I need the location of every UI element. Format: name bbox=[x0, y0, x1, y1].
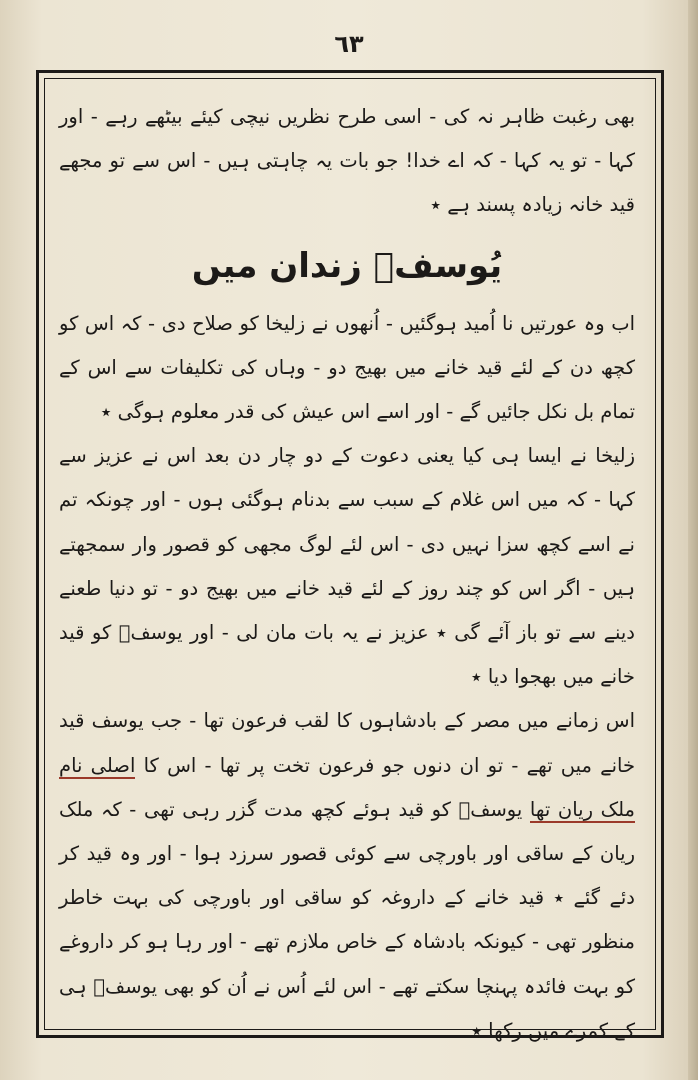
paragraph-4-start: اس زمانے میں مصر کے بادشاہوں کا لقب فرعون تھا - جب یوسف قید خانے میں تھے - تو ان دنوں جو فرعون تخت پر تھا - اس کا bbox=[59, 709, 635, 777]
paragraph-4-end: یوسفؑ کو قید ہوئے کچھ مدت گزر رہی تھی - کہ ملک ریان کے ساقی اور باورچی سے کوئی قصور سرزد ہوا - اور وہ قید کر دئے گئے ٭ قید خانے کے داروغہ کو ساقی اور باورچی کی بہت خاطر منظور تھی - کیونکہ بادشاہ کے خاص ملازم تھے - اور رہا ہو کر داروغے کو بہت فائدہ پہنچا سکتے تھے - اس لئے اُس نے اُن کو بھی یوسفؑ ہی کے کمرے میں رکھا ٭ bbox=[59, 797, 635, 1042]
paragraph-3: زلیخا نے ایسا ہی کیا یعنی دعوت کے دو چار دن بعد اس نے عزیز سے کہا - کہ میں اس غلام کے سبب سے بدنام ہوگئی ہوں - اور چونکہ تم نے اسے کچھ سزا نہیں دی - اس لئے لوگ مجھی کو قصور وار سمجھتے ہیں - اگر اس کو چند روز کے لئے قید خانے میں بھیج دو - تو دنیا طعنے دینے سے تو باز آئے گی ٭ عزیز نے یہ بات مان لی - اور یوسفؑ کو قید خانے میں بھجوا دیا ٭ bbox=[59, 444, 635, 689]
page-edge-shadow bbox=[688, 0, 698, 1080]
underlined-phrase: اصلی نام ملک ریان تھا bbox=[59, 753, 635, 821]
paragraph-1: بھی رغبت ظاہر نہ کی - اسی طرح نظریں نیچی کیئے بیٹھے رہے - اور کہا - تو یہ کہا - کہ اے خدا! جو بات یہ چاہتی ہیں - اس سے تو مجھے قید خانہ زیادہ پسند ہے ٭ bbox=[59, 105, 635, 217]
paragraph-4 bbox=[59, 699, 635, 1053]
page-text-block bbox=[44, 78, 656, 1042]
page-number: ٦٣ bbox=[334, 30, 364, 58]
chapter-heading: یُوسفؑ زندان میں bbox=[191, 245, 503, 286]
paragraph-2: اب وہ عورتیں نا اُمید ہوگئیں - اُنھوں نے زلیخا کو صلاح دی - کہ اس کو کچھ دن کے لئے قید خانے میں بھیج دو - وہاں کی تکلیفات سے اس کے تمام بل نکل جائیں گے - اور اسے اس عیش کی قدر معلوم ہوگی ٭ bbox=[59, 311, 635, 424]
